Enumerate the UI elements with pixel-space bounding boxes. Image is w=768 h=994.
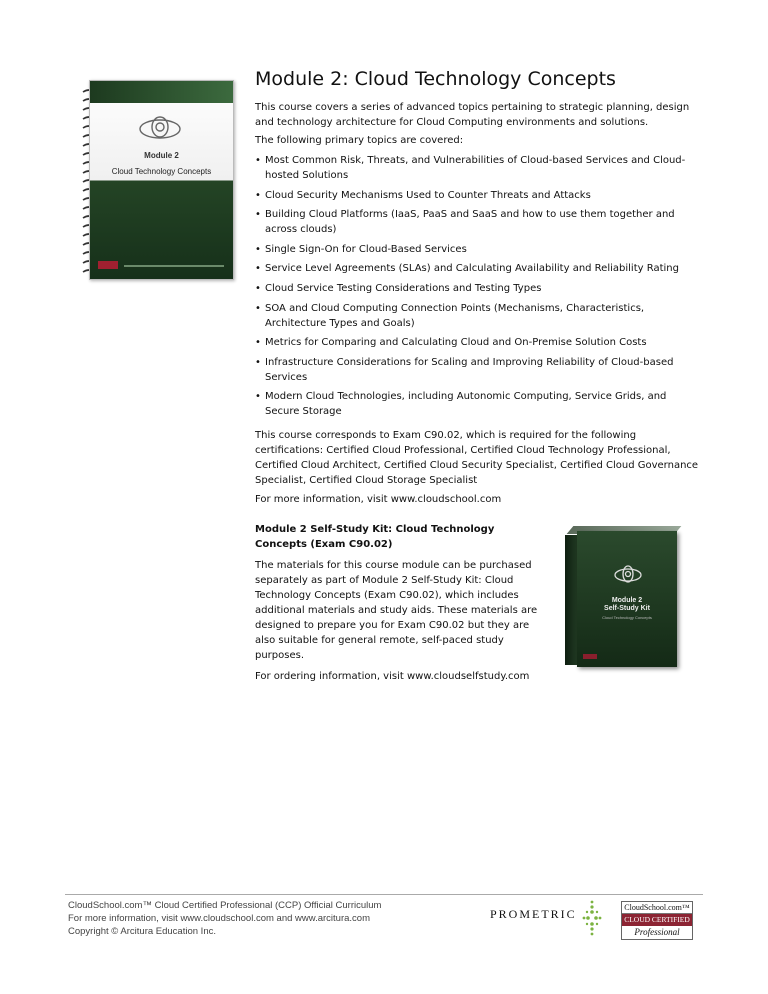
topics-list <box>255 153 700 424</box>
topic-item: • Service Level Agreements (SLAs) and Calculating Availability and Reliability Rating <box>255 261 700 276</box>
topic-item: • SOA and Cloud Computing Connection Points (Mechanisms, Characteristics, Architecture Types and Goals) <box>255 301 700 331</box>
topic-item: • Modern Cloud Technologies, including Autonomic Computing, Service Grids, and Secure Storage <box>255 389 700 419</box>
kit-box-logo <box>583 654 597 659</box>
topic-item: • Cloud Security Mechanisms Used to Counter Threats and Attacks <box>255 188 700 203</box>
topic-item: • Metrics for Comparing and Calculating Cloud and On-Premise Solution Costs <box>255 335 700 350</box>
prometric-logo: PROMETRIC <box>490 907 577 921</box>
more-info-link[interactable]: For more information, visit www.cloudschool.com <box>255 494 502 505</box>
kit-box-title-line2: Self-Study Kit <box>604 605 650 612</box>
kit-box-title <box>577 597 677 613</box>
badge-brand: CloudSchool.com™ <box>622 902 692 914</box>
footer-line-curriculum: CloudSchool.com™ Cloud Certified Professional (CCP) Official Curriculum <box>68 900 382 911</box>
course-book-image <box>79 80 235 280</box>
footer-text <box>68 899 381 938</box>
cover-footer-line <box>124 265 224 267</box>
topic-item: • Infrastructure Considerations for Scaling and Improving Reliability of Cloud-based Services <box>255 355 700 385</box>
intro-paragraph: This course covers a series of advanced topics pertaining to strategic planning, design and technology architecture for Cloud Computing environments and solutions. <box>255 102 690 128</box>
topic-item: • Most Common Risk, Threats, and Vulnerabilities of Cloud-based Services and Cloud-hosted Solutions <box>255 153 700 183</box>
cover-band <box>90 81 233 103</box>
kit-box-title-line1: Module 2 <box>611 597 643 604</box>
book-cover <box>89 80 234 280</box>
cloud-emblem-icon <box>136 111 184 147</box>
badge-level: Professional <box>634 927 680 937</box>
topic-item: • Building Cloud Platforms (IaaS, PaaS and SaaS and how to use them together and across clouds) <box>255 207 700 237</box>
exam-paragraph: This course corresponds to Exam C90.02, which is required for the following certifications: Certified Cloud Professional, Certified Cloud Technology Professional, Certified Cloud Architect, Certified Cloud Security Specialist, Certified Cloud Governance Specialist, Certified Cloud Storage Specialist <box>255 430 699 486</box>
footer-line-copyright: Copyright © Arcitura Education Inc. <box>68 926 216 937</box>
cover-title: Cloud Technology Concepts <box>111 167 212 176</box>
ordering-info-link[interactable]: For ordering information, visit www.cloudselfstudy.com <box>255 671 530 682</box>
kit-description: The materials for this course module can be purchased separately as part of Module 2 Self-Study Kit: Cloud Technology Concepts (Exam C90.02), which includes additional materials and study aids. These materials are designed to prepare you for Exam C90.02 but they are also suitable for general remote, self-paced study purposes. <box>255 560 538 661</box>
footer-divider <box>65 894 703 895</box>
topics-intro: The following primary topics are covered: <box>255 135 464 146</box>
prometric-star-icon <box>580 898 604 938</box>
cloud-certified-badge <box>621 901 693 940</box>
cover-module-label: Module 2 <box>144 151 179 160</box>
cover-logo <box>98 261 118 269</box>
kit-heading: Module 2 Self-Study Kit: Cloud Technology Concepts (Exam C90.02) <box>255 524 495 550</box>
self-study-kit-image <box>565 523 685 670</box>
cloud-emblem-icon <box>612 561 644 589</box>
topic-item: • Single Sign-On for Cloud-Based Services <box>255 242 700 257</box>
topic-item: • Cloud Service Testing Considerations and Testing Types <box>255 281 700 296</box>
kit-box-subtitle <box>577 615 677 620</box>
badge-certified: CLOUD CERTIFIED <box>622 914 692 926</box>
page-title: Module 2: Cloud Technology Concepts <box>255 68 616 90</box>
kit-box-front <box>577 531 677 667</box>
footer-line-info: For more information, visit www.cloudschool.com and www.arcitura.com <box>68 913 370 924</box>
kit-box-subtitle-line: Cloud Technology Concepts <box>602 615 652 620</box>
